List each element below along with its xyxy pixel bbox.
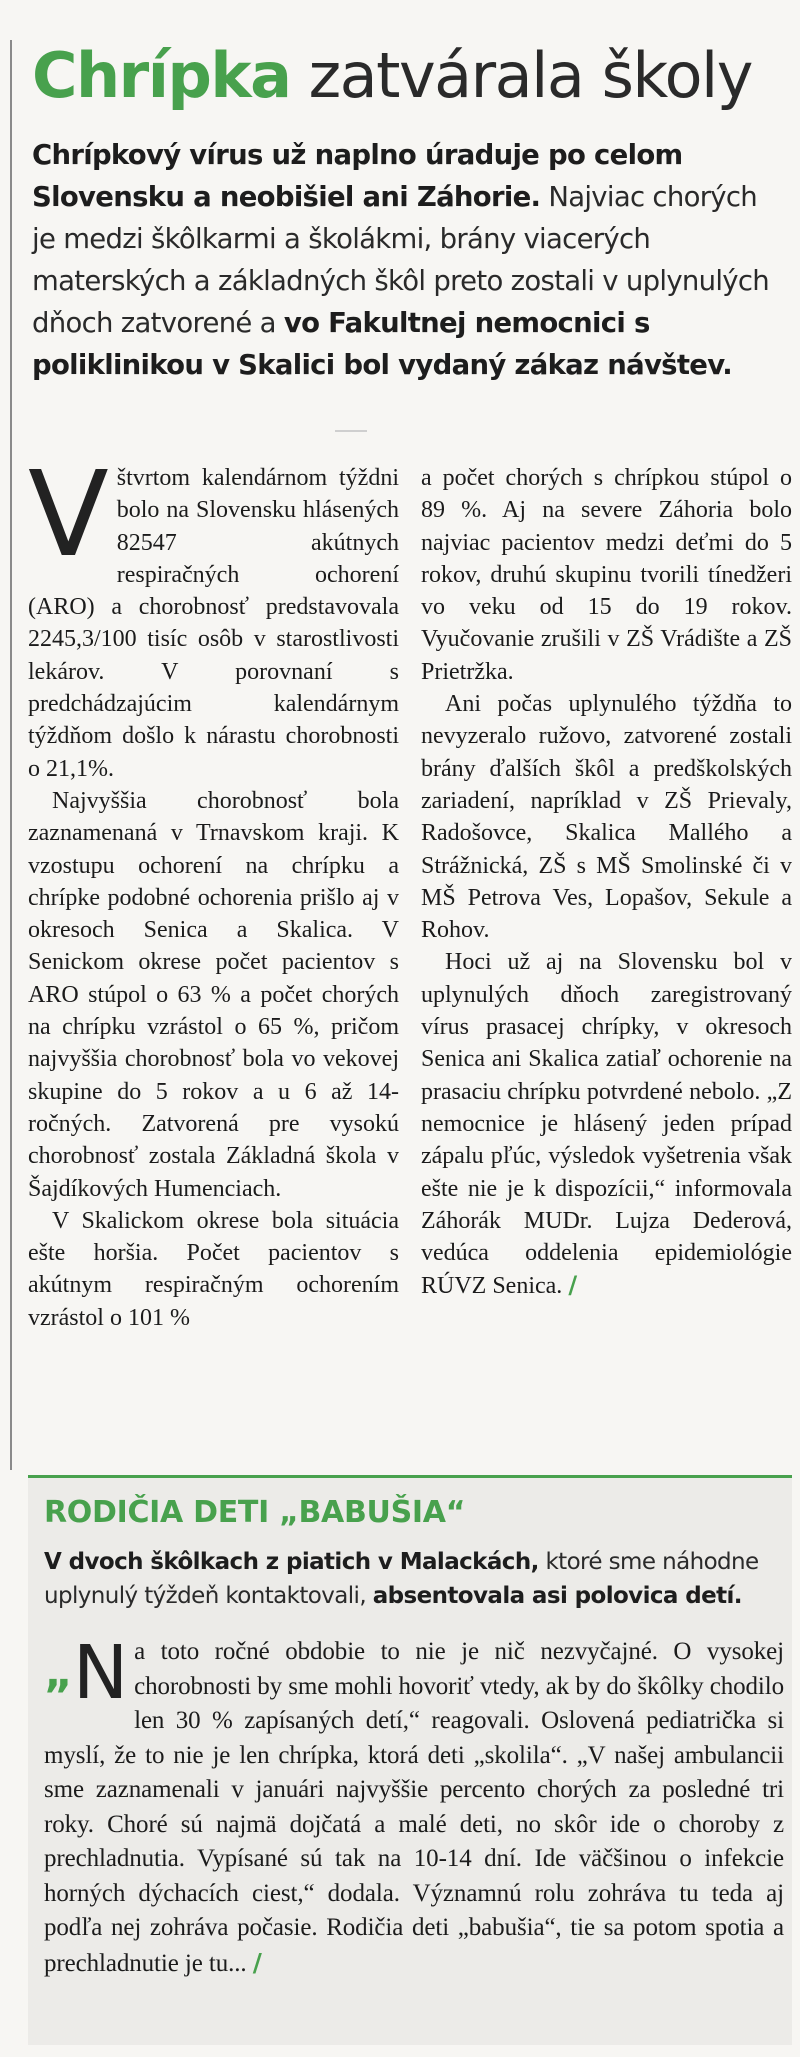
end-mark: / [252,1947,262,1977]
sidebar-lead-bold-intro: V dvoch škôlkach z piatich v Malackách, [44,1549,539,1575]
sidebar-lead-text: ktoré sme náhodne uplynulý týždeň kontaktovali, [44,1549,759,1609]
end-mark: / [568,1271,578,1300]
sidebar-body [44,1630,784,1981]
section-divider [335,430,367,432]
sidebar-box [28,1475,792,2045]
sidebar-drop-cap [44,1630,129,1716]
article-column-right [421,462,792,1334]
article-paragraph [421,946,792,1302]
sidebar-lead [44,1545,784,1613]
lead-paragraph [32,134,777,386]
article-paragraph: V Skalickom okrese bola situácia ešte horšia. Počet pacientov s akútnym respiračným ochorením vzrástol o 101 % [28,1207,399,1331]
quote-mark: „ [44,1647,73,1698]
article-paragraph: a počet chorých s chrípkou stúpol o 89 %. Aj na severe Záhoria bolo najviac pacientov medzi deťmi do 5 rokov, druhú skupinu tvorili tínedžeri vo veku od 15 do 19 rokov. Vyučovanie zrušili v ZŠ Vrádište a ZŠ Prietržka. [421,465,792,685]
article-column-left [28,445,399,1334]
column-rule [10,40,12,1470]
sidebar-rule [28,1475,792,1478]
lead-text: Najviac chorých je medzi škôlkarmi a školákmi, brány viacerých materských a základných škôl preto zostali v uplynulých dňoch zatvorené a [32,181,770,339]
sidebar-title: RODIČIA DETI „BABUŠIA“ [44,1495,466,1530]
headline-rest: zatvárala školy [290,39,752,112]
paragraph-text: Hoci už aj na Slovensku bol v uplynulých dňoch zaregistrovaný vírus prasacej chrípky, v okresoch Senica ani Skalica zatiaľ ochorenie na prasaciu chrípku potvrdené nebolo. „Z nemocnice je hlásený jeden prípad zápalu pľúc, výsledok vyšetrenia však ešte nie je k dispozícii,“ informovala Záhorák MUDr. Lujza Dederová, vedúca oddelenia epidemiológie RÚVZ Senica. [421,949,792,1300]
drop-cap-letter: N [72,1630,129,1716]
drop-cap: V [28,445,109,583]
headline-highlight: Chrípka [32,39,291,112]
sidebar-lead-bold-outro: absentovala asi polovica detí. [372,1583,742,1609]
article-paragraph: Najvyššia chorobnosť bola zaznamenaná v Trnavskom kraji. K vzostupu ochorení na chrípku a chrípke podobné ochorenia prišlo aj v okresoch Senica a Skalica. V Senickom okrese počet pacientov s ARO stúpol o 63 % a počet chorých na chrípku vzrástol o 65 %, pričom najvyššia chorobnosť bola vo vekovej skupine do 5 rokov a u 6 až 14-ročných. Zatvorená pre vysokú chorobnosť zostala Základná škola v Šajdíkových Humenciach. [28,787,399,1202]
paragraph-text: štvrtom kalendárnom týždni bolo na Slovensku hlásených 82547 akútnych respiračných ochorení (ARO) a chorobnosť predstavovala 2245,3/100 tisíc osôb v starostlivosti lekárov. V porovnaní s predchádzajúcim kalendárnym týždňom došlo k nárastu chorobnosti o 21,1%. [28,465,399,782]
headline [32,34,792,118]
lead-bold-outro: vo Fakultnej nemocnici s poliklinikou v Skalici bol vydaný zákaz návštev. [32,307,732,381]
article-body [28,445,792,1334]
sidebar-text: a toto ročné obdobie to nie je nič nezvyčajné. O vysokej chorobnosti by sme mohli hovoriť vtedy, ak by do škôlky chodilo len 30 % zapísaných detí,“ reagovali. Oslovená pediatrička si myslí, že to nie je len chrípka, ktorá deti „skolila“. „V našej ambulancii sme zaznamenali v januári najvyššie percento chorých za posledné tri roky. Choré sú najmä dojčatá a malé deti, no skôr ide o choroby z prechladnutia. Vypísané sú tak na 10-14 dní. Ide väčšinou o infekcie horných dýchacích ciest,“ dodala. Významnú rolu zohráva tu teda aj podľa nej zohráva počasie. Rodičia deti „babušia“, tie sa potom spotia a prechladnutie je tu... [44,1638,784,1977]
article-paragraph: Ani počas uplynulého týždňa to nevyzeralo ružovo, zatvorené zostali brány ďalších škôl a predškolských zariadení, napríklad v ZŠ Prievaly, Radošovce, Skalica Mallého a Strážnická, ZŠ s MŠ Smolinské či v MŠ Petrova Ves, Lopašov, Sekule a Rohov. [421,691,792,944]
lead-bold-intro: Chrípkový vírus už naplno úraduje po celom Slovensku a neobišiel ani Záhorie. [32,139,683,213]
article-paragraph [28,445,399,785]
